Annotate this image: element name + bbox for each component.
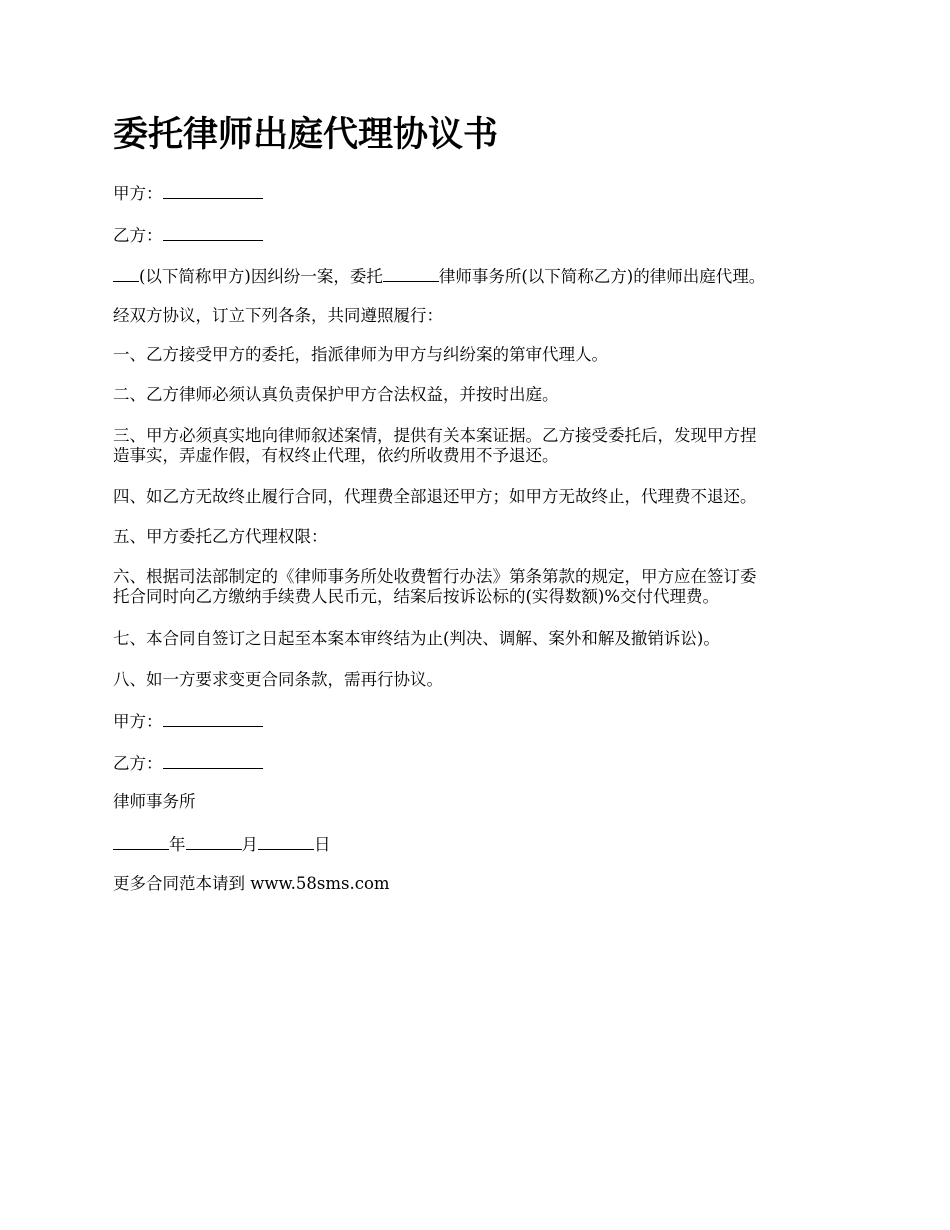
party-b-line	[113, 224, 843, 246]
intro-part-2: 律师事务所(以下简称乙方)的律师出庭代理。	[438, 267, 766, 286]
clause-5: 五、甲方委托乙方代理权限：	[113, 527, 328, 546]
signature-party-b-label: 乙方：	[113, 754, 163, 773]
party-b-label: 乙方：	[113, 226, 163, 245]
year-label: 年	[169, 835, 186, 854]
clause-8: 八、如一方要求变更合同条款，需再行协议。	[113, 670, 443, 689]
signature-party-a-label: 甲方：	[113, 712, 163, 731]
clause-3-line-1: 三、甲方必须真实地向律师叙述案情，提供有关本案证据。乙方接受委托后，发现甲方捏	[113, 426, 757, 445]
signature-date	[113, 833, 843, 855]
intro-part-1: (以下简称甲方)因纠纷一案，委托	[139, 267, 383, 286]
party-b-blank	[163, 224, 263, 241]
signature-party-a-blank	[163, 710, 263, 727]
clause-1: 一、乙方接受甲方的委托，指派律师为甲方与纠纷案的第审代理人。	[113, 345, 608, 364]
intro-paragraph	[113, 265, 843, 287]
agreement-line: 经双方协议，订立下列各条，共同遵照履行：	[113, 306, 443, 325]
clause-3	[113, 426, 843, 466]
day-blank	[258, 833, 314, 850]
year-blank	[113, 833, 169, 850]
clause-6-line-1: 六、根据司法部制定的《律师事务所处收费暂行办法》第条第款的规定，甲方应在签订委	[113, 567, 757, 586]
signature-party-b-blank	[163, 752, 263, 769]
signature-party-a	[113, 710, 843, 732]
clause-4: 四、如乙方无故终止履行合同，代理费全部退还甲方；如甲方无故终止，代理费不退还。	[113, 487, 757, 506]
signature-party-b	[113, 752, 843, 774]
firm-name-blank	[383, 265, 439, 282]
party-a-blank	[163, 182, 263, 199]
month-label: 月	[241, 835, 258, 854]
signature-firm: 律师事务所	[113, 792, 196, 811]
party-a-label: 甲方：	[113, 184, 163, 203]
clause-3-line-2: 造事实，弄虚作假，有权终止代理，依约所收费用不予退还。	[113, 446, 559, 465]
month-blank	[186, 833, 242, 850]
clause-6-line-2: 托合同时向乙方缴纳手续费人民币元，结案后按诉讼标的(实得数额)%交付代理费。	[113, 587, 720, 606]
footer-link-text: 更多合同范本请到 www.58sms.com	[113, 874, 390, 893]
clause-6	[113, 567, 843, 607]
clause-2: 二、乙方律师必须认真负责保护甲方合法权益，并按时出庭。	[113, 385, 559, 404]
document-title: 委托律师出庭代理协议书	[113, 114, 499, 155]
client-name-blank	[113, 265, 139, 282]
day-label: 日	[314, 835, 331, 854]
clause-7: 七、本合同自签订之日起至本案本审终结为止(判决、调解、案外和解及撤销诉讼)。	[113, 629, 720, 648]
party-a-line	[113, 182, 843, 204]
